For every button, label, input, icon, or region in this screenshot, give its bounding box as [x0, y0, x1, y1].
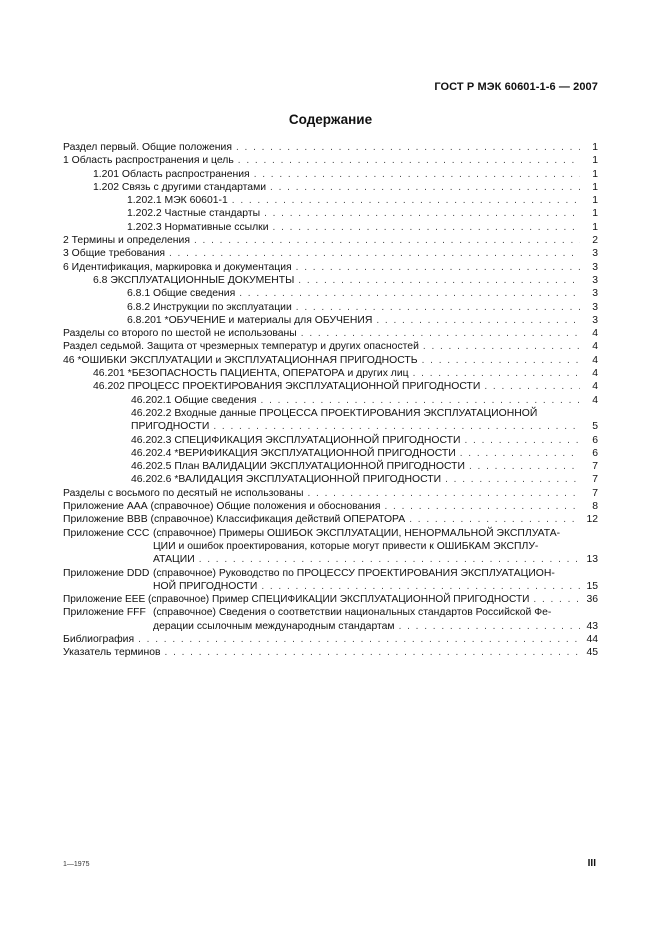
- toc-entry[interactable]: [63, 340, 598, 353]
- toc-entry[interactable]: [63, 380, 598, 393]
- dot-leader: [445, 473, 580, 486]
- toc-entry-text: Указатель терминов: [63, 647, 161, 659]
- dot-leader: [213, 420, 580, 433]
- dot-leader: [270, 181, 580, 194]
- toc-page-number: 45: [586, 647, 598, 659]
- dot-leader: [273, 221, 580, 234]
- toc-entry[interactable]: [63, 354, 598, 367]
- toc-entry[interactable]: [63, 261, 598, 274]
- dot-leader: [469, 460, 580, 473]
- toc-entry-text: 1.202.2 Частные стандарты: [127, 208, 261, 220]
- toc-page-number: 3: [592, 274, 598, 286]
- toc-entry[interactable]: [63, 141, 598, 154]
- toc-entry[interactable]: [63, 327, 598, 340]
- toc-entry-text: Приложение ЕЕЕ (справочное) Пример СПЕЦИФИКАЦИИ ЭКСПЛУАТАЦИОННОЙ ПРИГОДНОСТИ: [63, 594, 530, 606]
- toc-page-number: 4: [592, 341, 598, 353]
- table-of-contents: [63, 141, 598, 660]
- toc-entry[interactable]: [63, 234, 598, 247]
- toc-entry[interactable]: [63, 301, 598, 314]
- toc-entry-text: ПРИГОДНОСТИ: [131, 421, 210, 433]
- toc-entry[interactable]: [63, 207, 598, 220]
- toc-entry-text: Приложение ВВВ (справочное) Классификация действий ОПЕРАТОРА: [63, 514, 406, 526]
- toc-page-number: 12: [586, 514, 598, 526]
- dot-leader: [261, 394, 580, 407]
- toc-entry-text: Приложение ААА (справочное) Общие положения и обоснования: [63, 501, 381, 513]
- toc-entry-line: (справочное) Руководство по ПРОЦЕССУ ПРОЕКТИРОВАНИЯ ЭКСПЛУАТАЦИОН-: [153, 567, 555, 579]
- dot-leader: [533, 593, 580, 606]
- dot-leader: [199, 553, 580, 566]
- toc-entry-text: Раздел седьмой. Защита от чрезмерных температур и других опасностей: [63, 341, 419, 353]
- toc-entry-text: 6.8.2 Инструкции по эксплуатации: [127, 301, 292, 313]
- toc-page-number: 5: [592, 421, 598, 433]
- dot-leader: [384, 500, 580, 513]
- dot-leader: [484, 380, 580, 393]
- toc-page-number: 8: [592, 501, 598, 513]
- dot-leader: [169, 247, 580, 260]
- toc-entry-appendix-ccc[interactable]: [63, 527, 598, 567]
- dot-leader: [460, 447, 580, 460]
- toc-entry-text: 46.201 *БЕЗОПАСНОСТЬ ПАЦИЕНТА, ОПЕРАТОРА и других лиц: [93, 368, 409, 380]
- toc-entry-line: дерации ссылочным международным стандартам: [153, 620, 395, 632]
- toc-entry-line: ЦИИ и ошибок проектирования, которые могут привести к ОШИБКАМ ЭКСПЛУ-: [153, 540, 539, 552]
- dot-leader: [301, 327, 580, 340]
- footer-print-code: 1—1975: [63, 861, 90, 868]
- toc-entry-text: 2 Термины и определения: [63, 235, 190, 247]
- page-title: Содержание: [288, 112, 373, 127]
- toc-page-number: 1: [592, 168, 598, 180]
- toc-entry[interactable]: [63, 287, 598, 300]
- toc-page-number: 3: [592, 261, 598, 273]
- toc-page-number: 4: [592, 368, 598, 380]
- toc-entry-text: 3 Общие требования: [63, 248, 165, 260]
- toc-page-number: 44: [586, 633, 598, 645]
- toc-entry-appendix-eee[interactable]: [63, 593, 598, 606]
- toc-entry-text: 46.202.4 *ВЕРИФИКАЦИЯ ЭКСПЛУАТАЦИОННОЙ ПРИГОДНОСТИ: [131, 447, 456, 459]
- dot-leader: [264, 207, 580, 220]
- toc-entry-appendix-ddd[interactable]: [63, 567, 598, 594]
- toc-entry-text: Разделы со второго по шестой не использованы: [63, 328, 297, 340]
- toc-tail-entries: [63, 633, 598, 660]
- dot-leader: [232, 194, 580, 207]
- toc-entry-text: Разделы с восьмого по десятый не использованы: [63, 487, 304, 499]
- dot-leader: [307, 487, 580, 500]
- toc-entry[interactable]: [63, 434, 598, 447]
- toc-entry[interactable]: [63, 407, 598, 420]
- toc-entry[interactable]: [63, 274, 598, 287]
- dot-leader: [376, 314, 580, 327]
- toc-entry-text: 46 *ОШИБКИ ЭКСПЛУАТАЦИИ и ЭКСПЛУАТАЦИОННАЯ ПРИГОДНОСТЬ: [63, 354, 418, 366]
- toc-entry[interactable]: [63, 314, 598, 327]
- toc-entry-appendix-fff[interactable]: [63, 606, 598, 633]
- toc-page-number: 3: [592, 301, 598, 313]
- toc-page-number: 7: [592, 487, 598, 499]
- toc-page-number: 7: [592, 474, 598, 486]
- toc-entry[interactable]: [63, 181, 598, 194]
- toc-entry[interactable]: [63, 420, 598, 433]
- toc-page-number: 13: [586, 554, 598, 566]
- toc-entry-text: 46.202.2 Входные данные ПРОЦЕССА ПРОЕКТИРОВАНИЯ ЭКСПЛУАТАЦИОННОЙ: [131, 407, 538, 419]
- toc-entries: [63, 141, 598, 527]
- toc-entry-text: 46.202.6 *ВАЛИДАЦИЯ ЭКСПЛУАТАЦИОННОЙ ПРИГОДНОСТИ: [131, 474, 442, 486]
- toc-entry[interactable]: [63, 646, 598, 659]
- toc-entry-text: 46.202.1 Общие сведения: [131, 394, 257, 406]
- toc-page-number: 6: [592, 434, 598, 446]
- toc-page-number: 36: [586, 594, 598, 606]
- toc-entry-text: 1.202.1 МЭК 60601-1: [127, 195, 228, 207]
- toc-entry[interactable]: [63, 154, 598, 167]
- toc-entry-text: Библиография: [63, 633, 135, 645]
- toc-page-number: 1: [592, 195, 598, 207]
- toc-entry-text: 46.202.3 СПЕЦИФИКАЦИЯ ЭКСПЛУАТАЦИОННОЙ ПРИГОДНОСТИ: [131, 434, 461, 446]
- toc-page-number: 4: [592, 394, 598, 406]
- appendix-label: Приложение ССС: [63, 527, 150, 539]
- toc-page-number: 4: [592, 381, 598, 393]
- footer-page-number: III: [587, 858, 596, 869]
- document-header: ГОСТ Р МЭК 60601-1-6 — 2007: [434, 81, 598, 93]
- dot-leader: [422, 354, 580, 367]
- dot-leader: [409, 513, 580, 526]
- toc-page-number: 1: [592, 181, 598, 193]
- toc-entry[interactable]: [63, 394, 598, 407]
- dot-leader: [138, 633, 580, 646]
- dot-leader: [239, 287, 580, 300]
- toc-entry[interactable]: [63, 500, 598, 513]
- toc-entry[interactable]: [63, 367, 598, 380]
- toc-page-number: 3: [592, 288, 598, 300]
- toc-entry[interactable]: [63, 447, 598, 460]
- toc-page-number: 43: [586, 620, 598, 632]
- toc-entry-line: (справочное) Примеры ОШИБОК ЭКСПЛУАТАЦИИ, НЕНОРМАЛЬНОЙ ЭКСПЛУАТА-: [153, 527, 561, 539]
- toc-entry[interactable]: [63, 513, 598, 526]
- dot-leader: [464, 434, 580, 447]
- dot-leader: [238, 154, 580, 167]
- dot-leader: [254, 168, 580, 181]
- dot-leader: [261, 580, 580, 593]
- toc-entry-text: 1.201 Область распространения: [93, 168, 250, 180]
- dot-leader: [413, 367, 580, 380]
- toc-entry-text: 6 Идентификация, маркировка и документация: [63, 261, 292, 273]
- toc-entry-line: НОЙ ПРИГОДНОСТИ: [153, 580, 258, 592]
- toc-page-number: 2: [592, 235, 598, 247]
- toc-entry[interactable]: [63, 168, 598, 181]
- dot-leader: [194, 234, 580, 247]
- toc-page-number: 1: [592, 142, 598, 153]
- appendix-label: Приложение FFF: [63, 607, 146, 619]
- toc-entry-text: 6.8 ЭКСПЛУАТАЦИОННЫЕ ДОКУМЕНТЫ: [93, 274, 295, 286]
- toc-entry[interactable]: [63, 633, 598, 646]
- appendix-label: Приложение DDD: [63, 567, 150, 579]
- toc-entry[interactable]: [63, 487, 598, 500]
- toc-entry-text: 6.8.201 *ОБУЧЕНИЕ и материалы для ОБУЧЕНИЯ: [127, 314, 373, 326]
- toc-page-number: 1: [592, 221, 598, 233]
- dot-leader: [296, 301, 580, 314]
- toc-entry[interactable]: [63, 194, 598, 207]
- toc-entry-text: 1.202 Связь с другими стандартами: [93, 181, 267, 193]
- toc-page-number: 1: [592, 155, 598, 167]
- toc-entry[interactable]: [63, 460, 598, 473]
- toc-entry-text: 1 Область распространения и цель: [63, 155, 234, 167]
- toc-entry[interactable]: [63, 247, 598, 260]
- toc-page-number: 6: [592, 447, 598, 459]
- toc-page-number: 4: [592, 354, 598, 366]
- toc-entry-text: 6.8.1 Общие сведения: [127, 288, 236, 300]
- dot-leader: [236, 141, 580, 154]
- toc-entry-line: АТАЦИИ: [153, 554, 195, 566]
- toc-entry[interactable]: [63, 473, 598, 486]
- toc-page-number: 15: [586, 580, 598, 592]
- toc-page-number: 3: [592, 248, 598, 260]
- toc-page-number: 7: [592, 461, 598, 473]
- dot-leader: [423, 340, 580, 353]
- toc-page-number: 1: [592, 208, 598, 220]
- toc-entry-text: 1.202.3 Нормативные ссылки: [127, 221, 269, 233]
- toc-entry-text: 46.202 ПРОЦЕСС ПРОЕКТИРОВАНИЯ ЭКСПЛУАТАЦИОННОЙ ПРИГОДНОСТИ: [93, 381, 481, 393]
- dot-leader: [296, 261, 580, 274]
- toc-entry-text: Раздел первый. Общие положения: [63, 142, 232, 153]
- toc-entry[interactable]: [63, 221, 598, 234]
- toc-page-number: 3: [592, 314, 598, 326]
- toc-page-number: 4: [592, 328, 598, 340]
- dot-leader: [165, 646, 580, 659]
- toc-entry-text: 46.202.5 План ВАЛИДАЦИИ ЭКСПЛУАТАЦИОННОЙ ПРИГОДНОСТИ: [131, 461, 465, 473]
- dot-leader: [298, 274, 580, 287]
- toc-entry-line: (справочное) Сведения о соответствии национальных стандартов Российской Фе-: [153, 607, 552, 619]
- dot-leader: [399, 620, 580, 633]
